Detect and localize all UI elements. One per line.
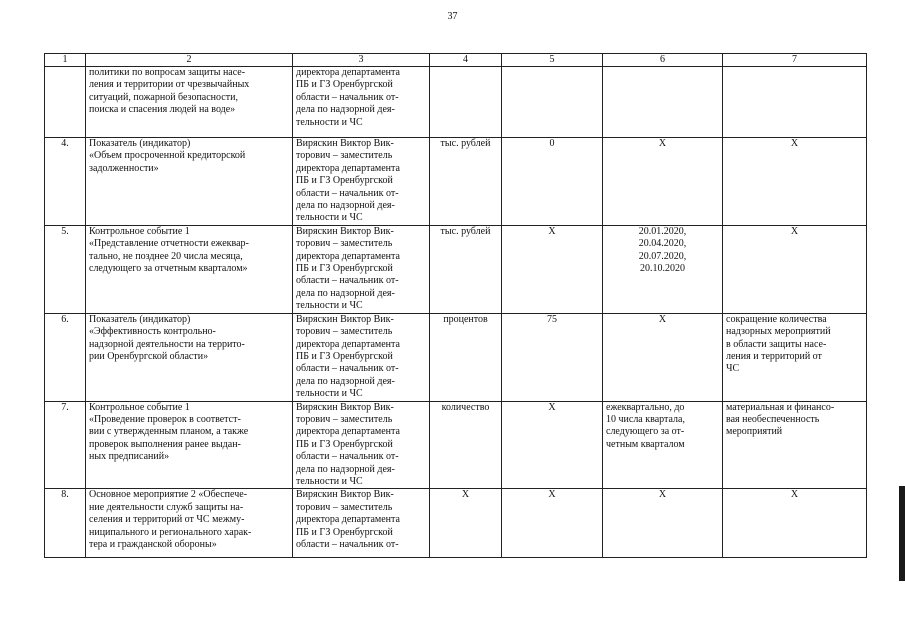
item-name-cell: Основное мероприятие 2 «Обеспече- ние деятельности служб защиты на- селения и территорий от ЧС межму- ниципального и регионального харак- тера и гражданской обороны» xyxy=(86,489,293,558)
row-number-cell: 6. xyxy=(45,313,86,401)
value-cell xyxy=(502,67,603,138)
value-cell: Х xyxy=(502,489,603,558)
deadline-cell: Х xyxy=(603,138,723,226)
responsible-cell: Виряскин Виктор Вик- торович – заместитель директора департамента ПБ и ГЗ Оренбургской области – начальник от- дела по надзорной дея- тельности и ЧС xyxy=(293,313,430,401)
note-cell: Х xyxy=(723,138,867,226)
row-number-cell: 7. xyxy=(45,401,86,489)
item-name-cell: Контрольное событие 1 «Представление отчетности ежеквар- тально, не позднее 20 числа месяца, следующего за отчетным кварталом» xyxy=(86,225,293,313)
item-name-cell: Показатель (индикатор) «Объем просроченной кредиторской задолженности» xyxy=(86,138,293,226)
column-header: 1 xyxy=(45,54,86,67)
column-header: 6 xyxy=(603,54,723,67)
table-row xyxy=(45,67,867,138)
page-number: 37 xyxy=(447,11,458,22)
deadline-cell: Х xyxy=(603,489,723,558)
deadline-cell xyxy=(603,67,723,138)
unit-cell xyxy=(430,67,502,138)
responsible-cell: Виряскин Виктор Вик- торович – заместитель директора департамента ПБ и ГЗ Оренбургской области – начальник от- xyxy=(293,489,430,558)
row-number-cell: 8. xyxy=(45,489,86,558)
column-header: 3 xyxy=(293,54,430,67)
note-cell: материальная и финансо- вая необеспеченность мероприятий xyxy=(723,401,867,489)
table-row xyxy=(45,138,867,226)
deadline-cell: 20.01.2020, 20.04.2020, 20.07.2020, 20.10.2020 xyxy=(603,225,723,313)
responsible-cell: Виряскин Виктор Вик- торович – заместитель директора департамента ПБ и ГЗ Оренбургской области – начальник от- дела по надзорной дея- тельности и ЧС xyxy=(293,401,430,489)
row-number-cell: 4. xyxy=(45,138,86,226)
row-number-cell: 5. xyxy=(45,225,86,313)
value-cell: Х xyxy=(502,401,603,489)
item-name-cell: Показатель (индикатор) «Эффективность контрольно- надзорной деятельности на террито- рии Оренбургской области» xyxy=(86,313,293,401)
unit-cell: количество xyxy=(430,401,502,489)
responsible-cell: Виряскин Виктор Вик- торович – заместитель директора департамента ПБ и ГЗ Оренбургской области – начальник от- дела по надзорной дея- тельности и ЧС xyxy=(293,225,430,313)
value-cell: 0 xyxy=(502,138,603,226)
responsible-cell: Виряскин Виктор Вик- торович – заместитель директора департамента ПБ и ГЗ Оренбургской области – начальник от- дела по надзорной дея- тельности и ЧС xyxy=(293,138,430,226)
note-cell: сокращение количества надзорных мероприятий в области защиты насе- ления и территорий от ЧС xyxy=(723,313,867,401)
unit-cell: процентов xyxy=(430,313,502,401)
column-header: 5 xyxy=(502,54,603,67)
deadline-cell: Х xyxy=(603,313,723,401)
column-header: 4 xyxy=(430,54,502,67)
value-cell: Х xyxy=(502,225,603,313)
column-header: 7 xyxy=(723,54,867,67)
row-number-cell xyxy=(45,67,86,138)
item-name-cell: Контрольное событие 1 «Проведение проверок в соответст- вии с утвержденным планом, а также проверок выполнения ранее выдан- ных предписаний» xyxy=(86,401,293,489)
value-cell: 75 xyxy=(502,313,603,401)
table-header-row xyxy=(45,54,867,67)
table-row xyxy=(45,313,867,401)
plan-table xyxy=(44,53,867,558)
scan-edge-mark xyxy=(899,486,905,581)
column-header: 2 xyxy=(86,54,293,67)
table-row xyxy=(45,489,867,558)
unit-cell: тыс. рублей xyxy=(430,138,502,226)
responsible-cell: директора департамента ПБ и ГЗ Оренбургской области – начальник от- дела по надзорной дея- тельности и ЧС xyxy=(293,67,430,138)
unit-cell: Х xyxy=(430,489,502,558)
deadline-cell: ежеквартально, до 10 числа квартала, следующего за от- четным кварталом xyxy=(603,401,723,489)
note-cell: Х xyxy=(723,225,867,313)
item-name-cell: политики по вопросам защиты насе- ления и территории от чрезвычайных ситуаций, пожарной безопасности, поиска и спасения людей на воде» xyxy=(86,67,293,138)
note-cell: Х xyxy=(723,489,867,558)
table-row xyxy=(45,401,867,489)
note-cell xyxy=(723,67,867,138)
unit-cell: тыс. рублей xyxy=(430,225,502,313)
table-row xyxy=(45,225,867,313)
